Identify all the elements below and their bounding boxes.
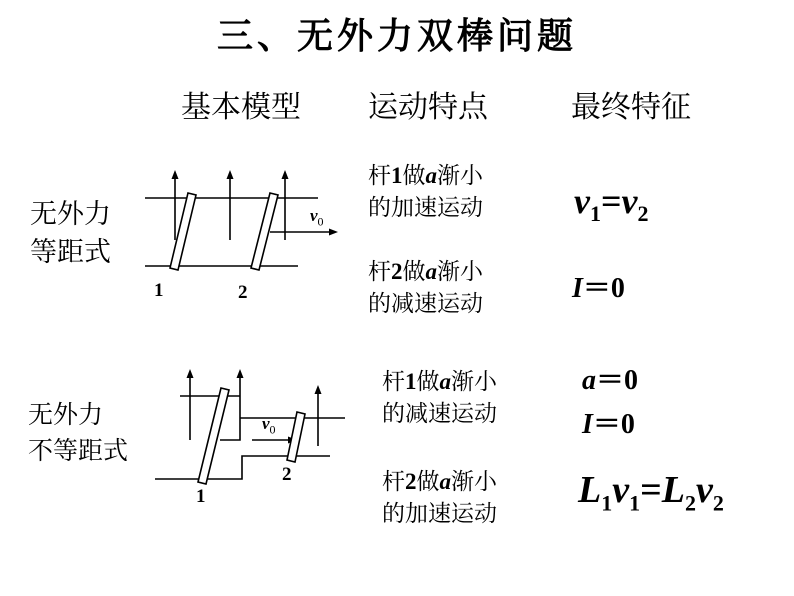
case2-label-line1: 无外力	[28, 400, 104, 429]
case1-label-line1: 无外力	[30, 199, 111, 230]
case2-narrow-top-rail	[220, 396, 345, 440]
header-model: 基本模型	[181, 90, 301, 125]
case2-motion-1: 杆1做a渐小 的减速运动	[382, 369, 497, 427]
case2-field-arrowhead	[187, 369, 194, 378]
case1-rod-2-label: 2	[238, 282, 248, 303]
header-feature: 最终特征	[571, 90, 691, 125]
header-motion: 运动特点	[368, 90, 488, 125]
case2-field-arrowhead	[315, 385, 322, 394]
case1-label-line2: 等距式	[30, 237, 111, 268]
case2-rod-1-label: 1	[196, 486, 206, 507]
page-title: 三、无外力双棒问题	[216, 15, 577, 57]
case2-v0-label: $v_0$	[262, 414, 276, 437]
case2-feature-lv-equal: $L_1v_1=L_2v_2$	[578, 469, 724, 516]
case2-motion-2: 杆2做a渐小 的加速运动	[382, 469, 497, 527]
case1-feature-velocity-equal: $v_1=v_2$	[574, 181, 649, 227]
case1-rod-1-label: 1	[154, 280, 164, 301]
case2-rod-1	[198, 388, 229, 484]
case2-rod-2	[287, 412, 305, 462]
case2-wide-bottom-rail	[155, 456, 330, 479]
case1-motion-1: 杆1做a渐小 的加速运动	[368, 163, 483, 221]
case2-feature-accel-zero: a＝0	[582, 365, 639, 396]
case2-rod-2-label: 2	[282, 464, 292, 485]
case2-feature-current-zero: I＝0	[582, 409, 635, 440]
case2-field-arrowhead	[237, 369, 244, 378]
case1-v0-label: $v_0$	[310, 206, 324, 229]
case1-feature-current-zero: I＝0	[572, 273, 625, 304]
case1-motion-2: 杆2做a渐小 的减速运动	[368, 259, 483, 317]
case2-label-line2: 不等距式	[28, 436, 129, 465]
